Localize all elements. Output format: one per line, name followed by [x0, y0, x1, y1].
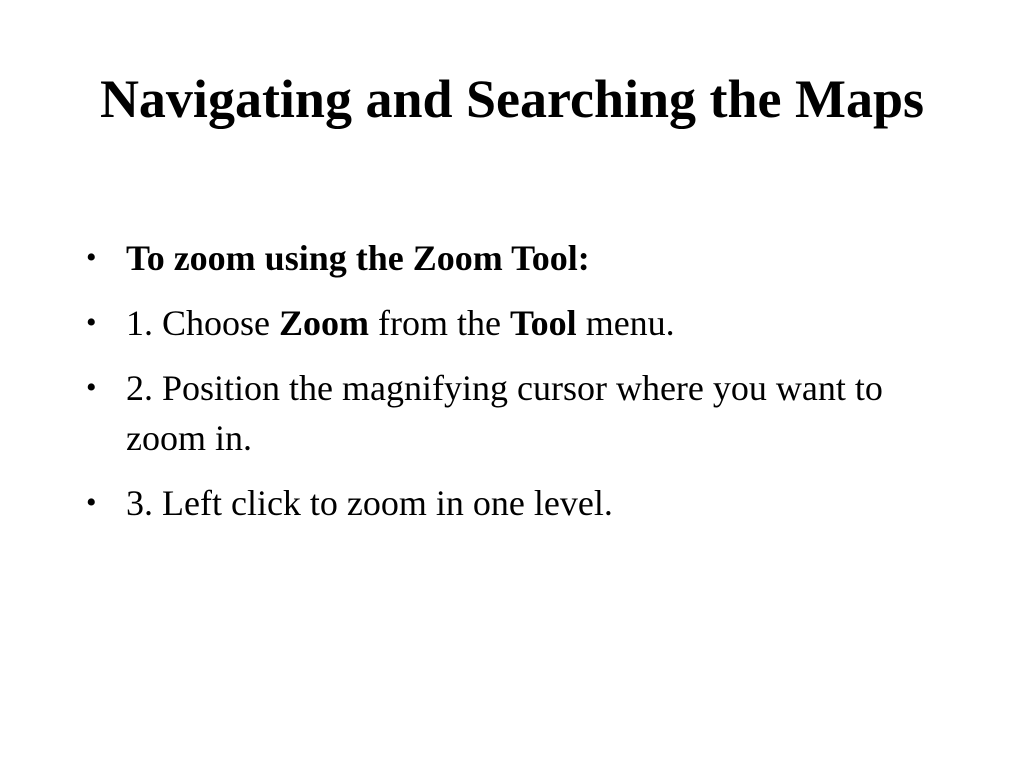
- bullet-icon: •: [86, 306, 97, 339]
- bullet-text: 3. Left click to zoom in one level.: [126, 483, 613, 523]
- bullet-item: [86, 233, 966, 283]
- slide-title: Navigating and Searching the Maps: [99, 69, 925, 129]
- bullet-item: [86, 478, 966, 528]
- bullet-text: 1. Choose: [126, 303, 279, 343]
- bullet-text: menu.: [576, 303, 675, 343]
- bullet-item: [86, 363, 966, 463]
- bullet-icon: •: [86, 486, 97, 519]
- bullet-text: 2. Position the magnifying cursor where you want to zoom in.: [126, 368, 883, 458]
- bullet-text: To zoom using the Zoom Tool:: [126, 238, 590, 278]
- bullet-text: from the: [369, 303, 510, 343]
- bullet-text-bold: Tool: [509, 303, 577, 343]
- bullet-icon: •: [86, 241, 97, 274]
- bullet-item: [86, 298, 966, 348]
- bullet-list: [86, 233, 966, 543]
- bullet-text-bold: Zoom: [279, 303, 369, 343]
- bullet-icon: •: [86, 371, 97, 404]
